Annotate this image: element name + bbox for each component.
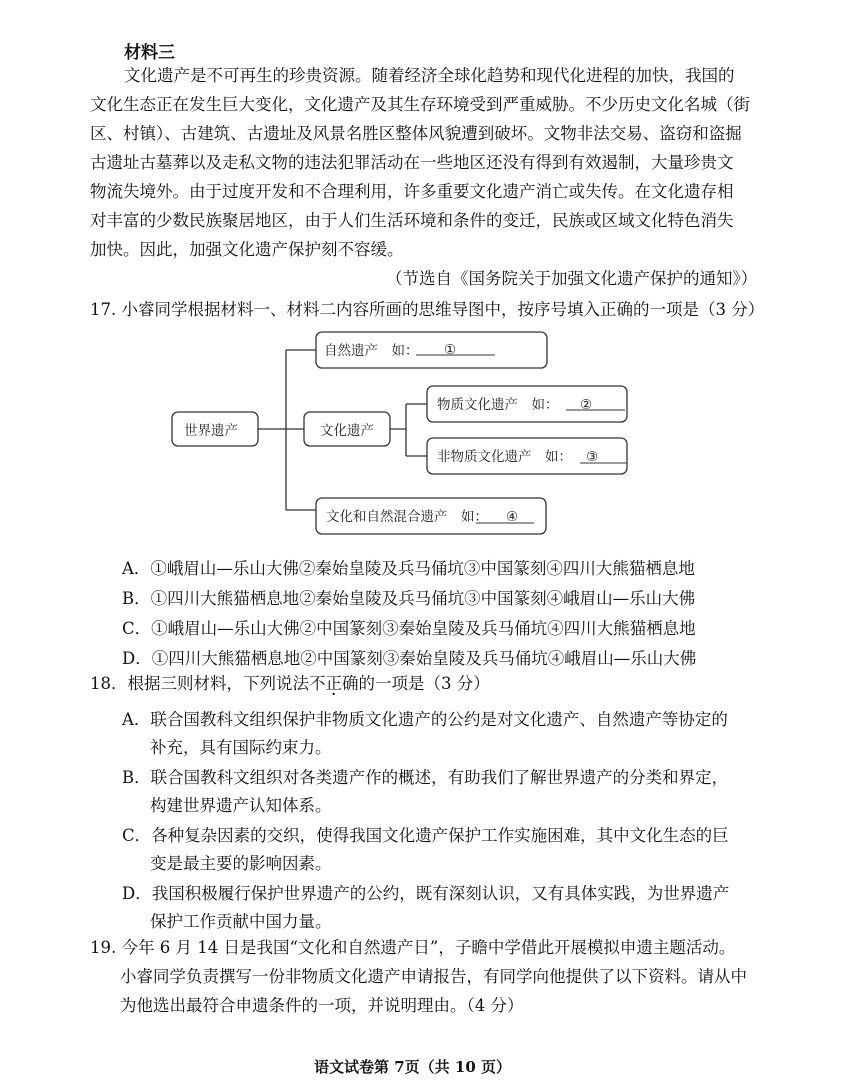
material3-line: 区、村镇）、古建筑、古遗址及风景名胜区整体风貌遭到破坏。文物非法交易、盗窃和盗掘 — [90, 124, 742, 143]
mind-map-diagram — [160, 328, 599, 542]
q18-stem-before: 18．根据三则材料，下列说法 — [90, 674, 309, 693]
material3-line: 物流失境外。由于过度开发和不合理利用，许多重要文化遗产消亡或失传。在文化遗存相 — [90, 182, 734, 201]
blank-3: ③ — [586, 449, 599, 465]
q18-option-a: A．联合国教科文组织保护非物质文化遗产的公约是对文化遗产、自然遗产等协定的 — [122, 710, 728, 729]
q17-option-d: D．①四川大熊猫栖息地②中国篆刻③秦始皇陵及兵马俑坑④峨眉山—乐山大佛 — [122, 649, 697, 668]
blank-2: ② — [580, 397, 593, 413]
q18-option-c-cont: 变是最主要的影响因素。 — [150, 854, 332, 873]
q19-line: 小睿同学负责撰写一份非物质文化遗产申请报告，有同学向他提供了以下资料。请从中 — [120, 967, 747, 986]
q18-option-d: D．我国积极履行保护世界遗产的公约，既有深刻认识，又有具体实践，为世界遗产 — [122, 884, 730, 903]
q19-line: 为他选出最符合申遗条件的一项，并说明理由。（4 分） — [120, 996, 524, 1015]
q18-stem — [90, 674, 490, 694]
q18-option-a-cont: 补充，具有国际约束力。 — [150, 738, 332, 757]
node-material: 物质文化遗产 如： — [437, 397, 559, 413]
blank-1: ① — [444, 342, 457, 358]
q18-option-b-cont: 构建世界遗产认知体系。 — [150, 796, 332, 815]
node-mixed: 文化和自然混合遗产 如： — [326, 509, 488, 525]
q18-stem-emphasis: 不正确 — [309, 674, 359, 693]
q17-stem: 17. 小睿同学根据材料一、材料二内容所画的思维导图中，按序号填入正确的一项是（3 分） — [90, 300, 765, 319]
material3-line: 文化遗产是不可再生的珍贵资源。随着经济全球化趋势和现代化进程的加快，我国的 — [124, 66, 735, 85]
material3-line: 文化生态正在发生巨大变化，文化遗产及其生存环境受到严重威胁。不少历史文化名城（街 — [90, 95, 750, 114]
q18-option-c: C．各种复杂因素的交织，使得我国文化遗产保护工作实施困难，其中文化生态的巨 — [122, 826, 729, 845]
material3-source: （节选自《国务院关于加强文化遗产保护的通知》） — [386, 269, 758, 288]
q18-option-d-cont: 保护工作贡献中国力量。 — [150, 912, 332, 931]
node-cultural: 文化遗产 — [320, 423, 374, 439]
node-world-heritage: 世界遗产 — [184, 423, 238, 439]
material3-heading: 材料三 — [124, 43, 175, 63]
page-footer: 语文试卷第 7页（共 10 页） — [314, 1058, 511, 1076]
material3-line: 对丰富的少数民族聚居地区，由于人们生活环境和条件的变迁，民族或区域文化特色消失 — [90, 211, 734, 230]
blank-4: ④ — [506, 509, 519, 525]
q17-option-a: A．①峨眉山—乐山大佛②秦始皇陵及兵马俑坑③中国篆刻④四川大熊猫栖息地 — [122, 559, 695, 578]
q18-option-b: B．联合国教科文组织对各类遗产作的概述，有助我们了解世界遗产的分类和界定， — [122, 768, 729, 787]
q19-line: 19. 今年 6 月 14 日是我国“文化和自然遗产日”，子瞻中学借此开展模拟申遗主题活动。 — [90, 938, 736, 957]
q17-option-c: C．①峨眉山—乐山大佛②中国篆刻③秦始皇陵及兵马俑坑④四川大熊猫栖息地 — [122, 619, 696, 638]
node-natural: 自然遗产 如： — [324, 343, 419, 359]
node-intangible: 非物质文化遗产 如： — [437, 449, 572, 465]
material3-line: 加快。因此，加强文化遗产保护刻不容缓。 — [90, 240, 404, 259]
q17-option-b: B．①四川大熊猫栖息地②秦始皇陵及兵马俑坑③中国篆刻④峨眉山—乐山大佛 — [122, 589, 696, 608]
material3-line: 古遗址古墓葬以及走私文物的违法犯罪活动在一些地区还没有得到有效遏制，大量珍贵文 — [90, 153, 734, 172]
q18-stem-after: 的一项是（3 分） — [358, 674, 490, 693]
